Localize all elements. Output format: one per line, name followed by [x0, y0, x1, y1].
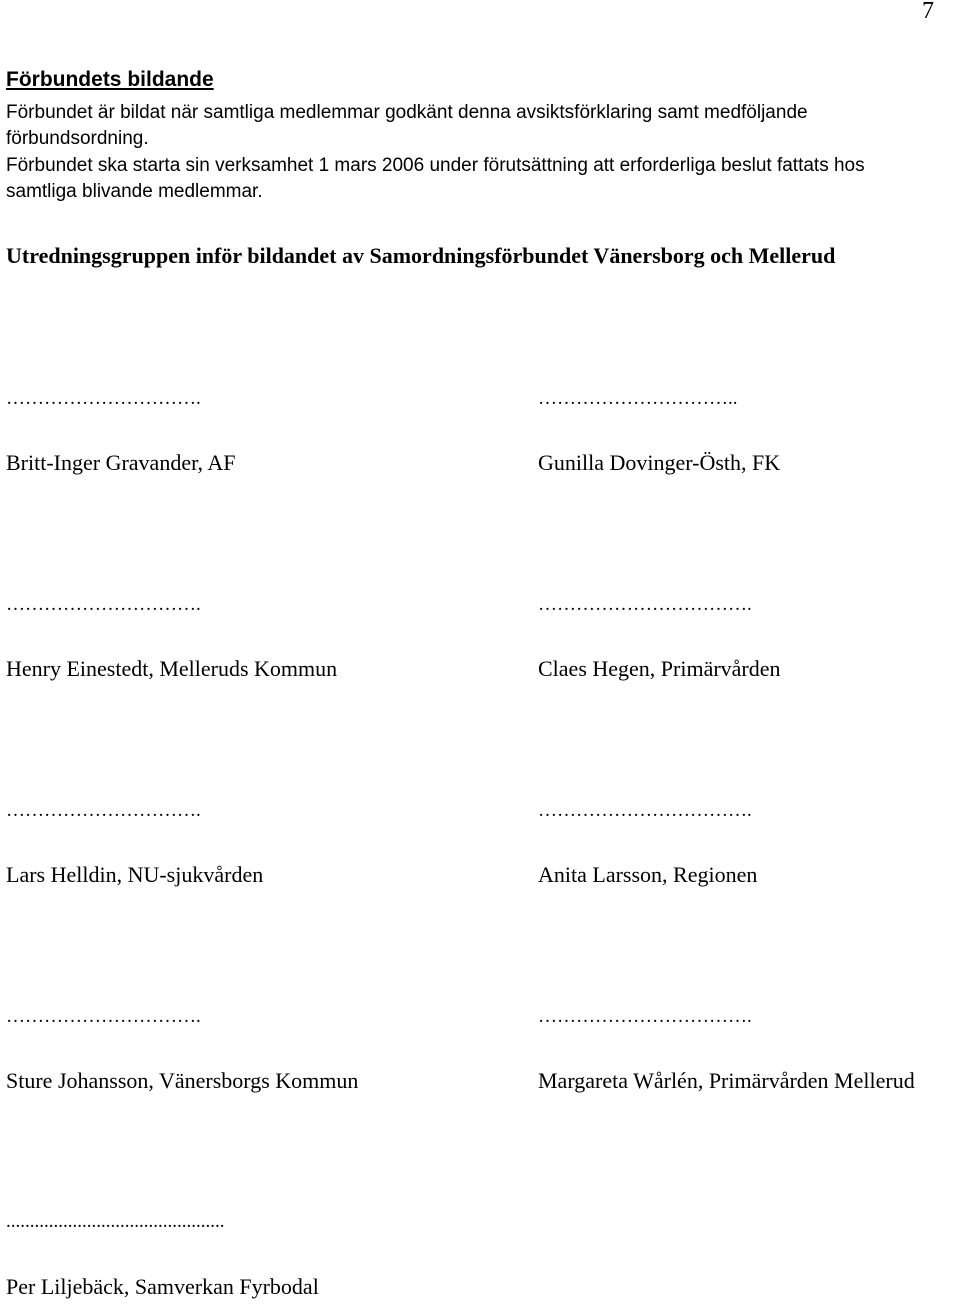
signature-line: ……………………………. — [538, 800, 752, 821]
signature-line: ………………………….. — [538, 388, 738, 409]
signer-name: Anita Larsson, Regionen — [538, 862, 758, 887]
signature-line: .............................................. — [6, 1211, 225, 1232]
paragraph-line: förbundsordning. — [6, 128, 149, 149]
group-title: Utredningsgruppen inför bildandet av Samordningsförbundet Vänersborg och Mellerud — [6, 243, 836, 268]
signature-line: …………………………. — [6, 388, 201, 409]
section-heading: Förbundets bildande — [6, 68, 214, 91]
signature-line: …………………………. — [6, 800, 201, 821]
signer-name: Claes Hegen, Primärvården — [538, 656, 781, 681]
paragraph-line: samtliga blivande medlemmar. — [6, 181, 263, 202]
signer-name: Per Liljebäck, Samverkan Fyrbodal — [6, 1274, 319, 1299]
signature-line: …………………………. — [6, 1006, 201, 1027]
page-number: 7 — [922, 0, 934, 24]
signer-name: Sture Johansson, Vänersborgs Kommun — [6, 1068, 359, 1093]
signer-name: Gunilla Dovinger-Östh, FK — [538, 450, 781, 475]
paragraph-line: Förbundet ska starta sin verksamhet 1 mars 2006 under förutsättning att erforderliga beslut fattats hos — [6, 155, 865, 176]
signer-name: Henry Einestedt, Melleruds Kommun — [6, 656, 338, 681]
signature-line: …………………………. — [6, 594, 201, 615]
signer-name: Lars Helldin, NU-sjukvården — [6, 862, 264, 887]
signer-name: Margareta Wårlén, Primärvården Mellerud — [538, 1068, 915, 1093]
signature-line: ……………………………. — [538, 594, 752, 615]
paragraph-line: Förbundet är bildat när samtliga medlemmar godkänt denna avsiktsförklaring samt medföljande — [6, 102, 808, 123]
signature-line: ……………………………. — [538, 1006, 752, 1027]
signer-name: Britt-Inger Gravander, AF — [6, 450, 236, 475]
